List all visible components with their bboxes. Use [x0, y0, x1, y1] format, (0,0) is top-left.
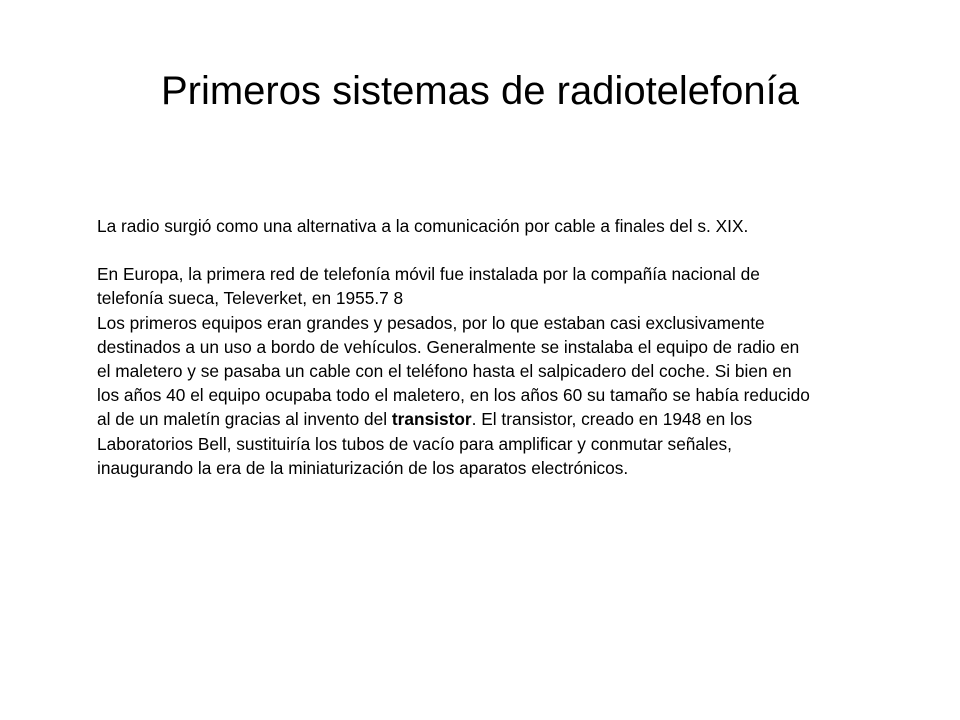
- slide-body: [97, 214, 813, 480]
- paragraph-text-after: . El transistor, creado en 1948 en los Laboratorios Bell, sustituiría los tubos de vacío para amplificar y conmutar señales, inaugurando la era de la miniaturización de los aparatos electrónicos.: [97, 409, 753, 478]
- paragraph-early-equipment: [97, 311, 813, 480]
- transistor-term: transistor: [391, 409, 472, 430]
- paragraph-radio-origin: La radio surgió como una alternativa a la comunicación por cable a finales del s. XIX.: [97, 216, 749, 236]
- paragraph-text-before: Los primeros equipos eran grandes y pesados, por lo que estaban casi exclusivamente destinados a un uso a bordo de vehículos. Generalmente se instalaba el equipo de radio en el maletero y se pasaba un cable con el teléfono hasta el salpicadero del coche. Si bien en los años 40 el equipo ocupaba todo el maletero, en los años 60 su tamaño se había reducido al de un maletín gracias al invento del: [97, 312, 810, 430]
- paragraph-europe-network: En Europa, la primera red de telefonía móvil fue instalada por la compañía nacional de telefonía sueca, Televerket, en 1955.7 8: [97, 264, 760, 309]
- slide-title: Primeros sistemas de radiotelefonía: [160, 69, 800, 113]
